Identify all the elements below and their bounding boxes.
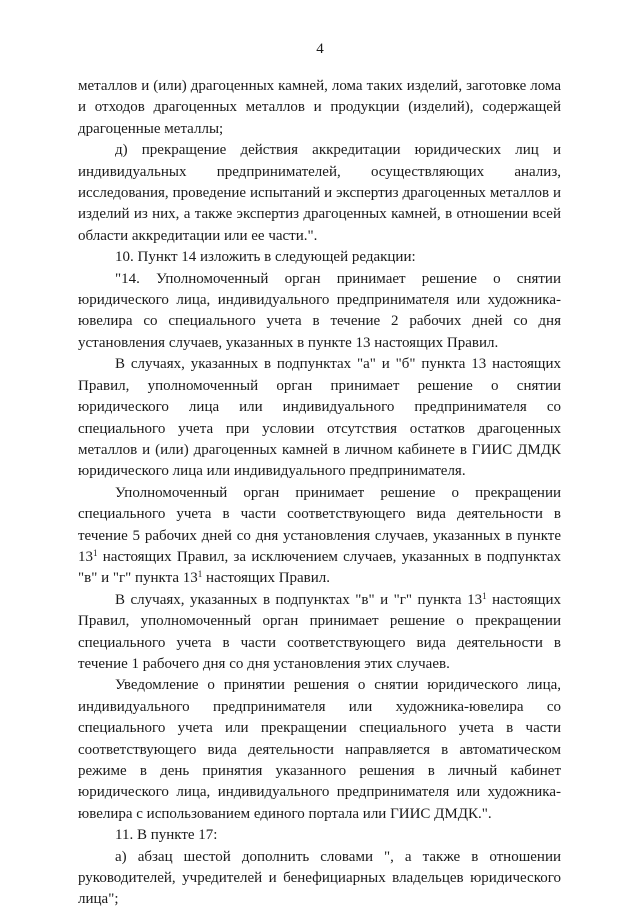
paragraph-continuation: металлов и (или) драгоценных камней, лома таких изделий, заготовке лома и отходов драгоценных металлов и продукции (изделий), содержащей драгоценные металлы; (78, 78, 561, 137)
text-fragment: В случаях, указанных в подпунктах "в" и "г" пункта 13 (115, 591, 483, 608)
superscript: 1 (482, 590, 487, 601)
paragraph-item-10: 10. Пункт 14 изложить в следующей редакции: (115, 249, 416, 266)
paragraph-point-14: "14. Уполномоченный орган принимает решение о снятии юридического лица, индивидуального предпринимателя или художника-ювелира со специального учета в течение 2 рабочих дней со дня установления случаев, указанных в пункте 13 настоящих Правил. (78, 270, 561, 351)
superscript: 1 (93, 547, 98, 558)
paragraph-item-a: а) абзац шестой дополнить словами ", а также в отношении руководителей, учредителей и бенефициарных владельцев юридического лица"; (78, 848, 561, 908)
paragraph-termination-5-days (78, 483, 561, 590)
text-fragment: настоящих Правил, за исключением случаев, указанных в подпунктах "в" и "г" пункта 13 (78, 548, 561, 587)
paragraph-item-11: 11. В пункте 17: (115, 827, 218, 844)
text-fragment: Уполномоченный орган принимает решение о прекращении специального учета в части соответствующего вида деятельности в течение 5 рабочих дней со дня установления случаев, указанных в пункте 13 (78, 484, 561, 565)
paragraph-cases-v-g (78, 590, 561, 676)
paragraph-notification: Уведомление о принятии решения о снятии юридического лица, индивидуального предпринимателя или художника-ювелира со специального учета или прекращении специального учета в части соответствующего вида деятельности направляется в автоматическом режиме в день принятия указанного решения в личный кабинет юридического лица, индивидуального предпринимателя или художника-ювелира с использованием единого портала или ГИИС ДМДК.". (78, 677, 561, 822)
document-body (78, 76, 561, 911)
paragraph-cases-a-b: В случаях, указанных в подпунктах "а" и "б" пункта 13 настоящих Правил, уполномоченный орган принимает решение о снятии юридического лица или индивидуального предпринимателя со специального учета при условии отсутствия остатков драгоценных металлов и (или) драгоценных камней в личном кабинете в ГИИС ДМДК юридического лица или индивидуального предпринимателя. (78, 356, 561, 480)
text-fragment: настоящих Правил, уполномоченный орган принимает решение о прекращении специального учета в части соответствующего вида деятельности в течение 1 рабочего дня со дня установления этих случаев. (78, 591, 561, 672)
paragraph-item-d: д) прекращение действия аккредитации юридических лиц и индивидуальных предпринимателей, осуществляющих анализ, исследования, проведение испытаний и экспертиз драгоценных металлов и изделий из них, а также экспертиз драгоценных камней, в отношении всей области аккредитации или ее части.". (78, 142, 561, 244)
text-fragment: настоящих Правил. (202, 570, 331, 587)
page-number: 4 (316, 41, 324, 57)
superscript: 1 (197, 569, 203, 580)
